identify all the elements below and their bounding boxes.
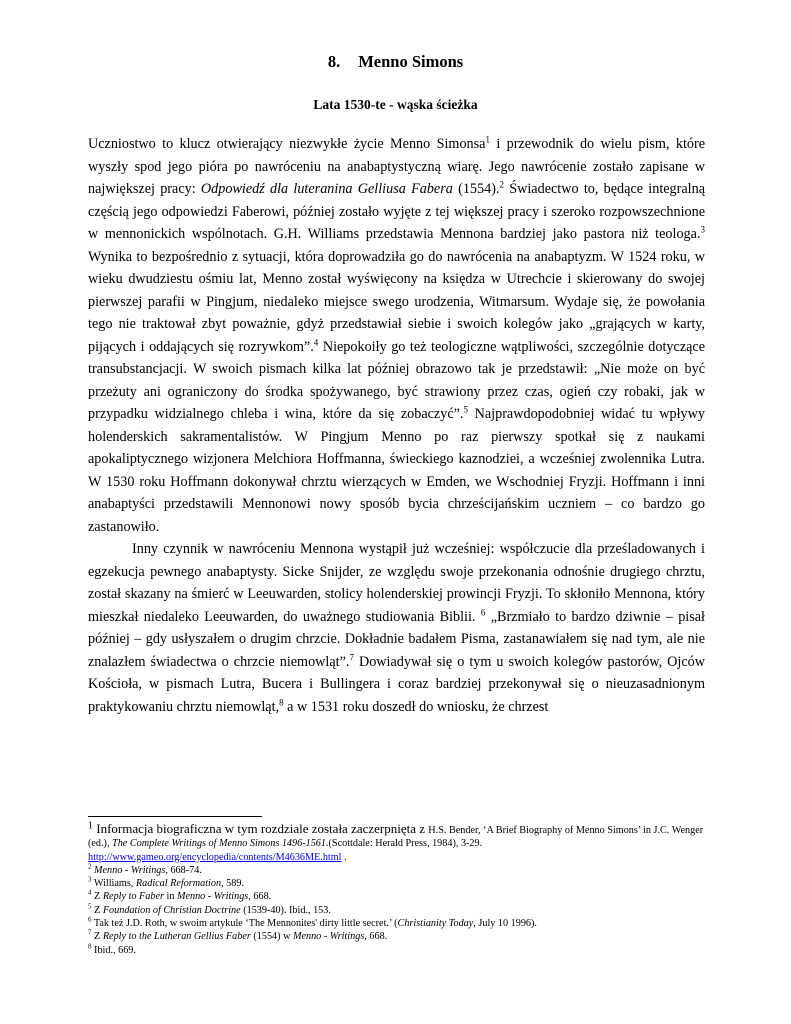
footnote-number: 4 — [88, 889, 92, 898]
p1-work-title: Odpowiedź dla luteranina Gelliusa Fabera — [200, 181, 453, 197]
p1-text: Świadectwo to, będące integralną częścią jego odpowiedzi Faberowi, później zostało wyjęte z tej większej pracy i szeroko rozpowszechnione w mennonickich wspólnotach. G.H. Williams przedstawia Mennona bardziej jako pastora niż teologa. — [88, 181, 706, 242]
footnote-6 — [88, 917, 708, 930]
footnotes — [88, 822, 708, 957]
chapter-name: Menno Simons — [358, 52, 464, 71]
footnote-work-title: Christianity Today — [397, 918, 474, 930]
footnote-number: 1 — [88, 820, 93, 832]
footnote-work-title: Menno - Writings, — [94, 864, 168, 876]
footnote-work-title: Reply to the Lutheran Gellius Faber — [102, 931, 251, 943]
footnote-text: Z — [91, 931, 103, 943]
footnote-ref-6[interactable]: 6 — [480, 606, 486, 617]
footnote-text: Informacja biograficzna w tym rozdziale została zaczerpnięta z — [93, 821, 429, 836]
p2-text: Dowiadywał się o tym u swoich kolegów pastorów, Ojców Kościoła, w pismach Lutra, Bucera i Bullingera i coraz bardziej przekonywał się o nieuzasadnionym praktykowaniu chrztu niemowląt, — [88, 653, 706, 715]
footnote-ref-8[interactable]: 8 — [279, 696, 284, 707]
p1-text: Najprawdopodobniej widać tu wpływy holenderskich sakramentalistów. W Pingjum Menno po raz pierwszy spotkał się z naukami apokaliptycznego wizjonera Melchiora Hoffmanna, świeckiego kaznodziei, a wcześniej zwolennika Lutra. W 1530 roku Hoffmann dokonywał chrztu wierzących w Emden, we Wschodniej Fryzji. Hoffmann i inni anabaptyści przedstawili Mennonowi nowy sposób bycia chrześcijańskim uczniem – co bardzo go zastanowiło. — [88, 406, 705, 535]
chapter-title — [0, 52, 791, 72]
footnote-text: Tak też J.D. Roth, w swoim artykule ‘The Mennonites' dirty little secret.’ ( — [91, 918, 398, 930]
p2-text: „Brzmiało to bardzo dziwnie – pisał później – gdy usłyszałem o drugim chrzcie. Dokładnie badałem Pisma, zastanawiałem się nad tym, ale nie znalazłem świadectwa o chrzcie niemowląt”. — [88, 608, 705, 670]
footnote-2 — [88, 864, 708, 877]
footnote-ref-7[interactable]: 7 — [349, 651, 354, 662]
footnote-number: 8 — [88, 942, 92, 951]
footnote-number: 2 — [88, 862, 92, 871]
footnote-text: 668. — [250, 891, 272, 903]
footnote-work-title: Radical Reformation — [135, 878, 222, 890]
footnote-3 — [88, 877, 708, 890]
paragraph-2 — [88, 538, 705, 718]
footnote-text: Ibid., 669. — [91, 944, 136, 956]
footnote-work-title: The Complete Writings of Menno Simons 1496-1561. — [112, 838, 329, 850]
footnote-text: 668. — [366, 931, 388, 943]
footnote-text: Z — [91, 891, 103, 903]
footnote-work-title: Menno - Writings, — [176, 891, 251, 903]
section-title: Lata 1530-te - wąska ścieżka — [313, 97, 478, 112]
footnote-link[interactable]: http://www.gameo.org/encyclopedia/contents/M4636ME.html — [88, 851, 342, 863]
footnote-work-title: Menno - Writings, — [292, 931, 367, 943]
footnote-text: Z — [91, 904, 103, 916]
footnote-7 — [88, 930, 708, 943]
footnote-text: (Scottdale: Herald Press, 1984), 3-29. — [328, 838, 483, 850]
p1-text: (1554). — [452, 181, 500, 197]
p1-text: Uczniostwo to klucz otwierający niezwykłe życie Menno Simonsa — [88, 136, 486, 152]
p2-text: Inny czynnik w nawróceniu Mennona wystąpił już wcześniej: współczucie dla prześladowanych i egzekucja pewnego anabaptysty. Sicke Snijder, ze względu swoje przekonania odnośnie drugiego chrztu, został skazany na śmierć w Leeuwarden, stolicy holenderskiej prowincji Fryzji. To skłoniło Mennona, który mieszkał niedaleko Leeuwarden, do uważnego studiowania Biblii. — [88, 541, 705, 625]
footnote-ref-2[interactable]: 2 — [499, 179, 504, 190]
footnote-ref-3[interactable]: 3 — [700, 224, 705, 235]
footnote-5 — [88, 904, 708, 917]
footnote-4 — [88, 890, 708, 903]
footnote-work-title: Reply to Faber — [102, 891, 164, 903]
footnote-text: Williams, — [91, 878, 136, 890]
paragraph-1 — [88, 133, 705, 538]
footnote-text: 668-74. — [167, 864, 202, 876]
p1-text: Wynika to bezpośrednio z sytuacji, która doprowadziła go do nawrócenia na anabaptyzm. W 1524 roku, w wieku dwudziestu ośmiu lat, Menno został wyświęcony na księdza w Utrechcie i skierowany do swojej pierwszej parafii w Pingjum, niedaleko miejsce swego urodzenia, Witmarsum. Wydaje się, że powołania tego nie traktował zbyt poważnie, gdyż przedstawiał siebie i swoich kolegów jako „grających w karty, pijących i oddających się rozrywkom”. — [88, 248, 705, 355]
footnote-text: (1554) w — [250, 931, 293, 943]
footnote-work-title: Foundation of Christian Doctrine — [102, 904, 241, 916]
footnote-ref-5[interactable]: 5 — [463, 404, 468, 415]
footnote-separator — [88, 816, 262, 817]
footnote-ref-4[interactable]: 4 — [313, 336, 319, 347]
body-text — [88, 133, 705, 718]
footnote-text: (1539-40). Ibid., 153. — [240, 904, 331, 916]
chapter-number: 8. — [327, 52, 341, 71]
footnote-text: , July 10 1996). — [473, 918, 537, 930]
p1-text: i przewodnik do wielu pism, które wyszły spod jego pióra po nawróceniu na anabaptystyczną wiarę. Jego nawrócenie zostało zapisane w największej pracy: — [88, 136, 705, 197]
footnote-text: , 589. — [221, 878, 244, 890]
p1-text: Niepokoiły go też teologiczne wątpliwości, szczególnie dotyczące transubstancjacji. W swoich pismach kilka lat później obrazowo tak je przedstawił: „Nie może on być przeżuty ani ograniczony do środka spożywanego, być strawiony przez czas, ogień czy robaki, jak w przypadku widzialnego chleba i wina, które da się zobaczyć”. — [88, 338, 706, 422]
footnote-text: . — [341, 851, 347, 863]
footnote-text: in — [163, 891, 177, 903]
footnote-1 — [88, 822, 708, 864]
footnote-ref-1[interactable]: 1 — [485, 134, 490, 145]
footnote-number: 5 — [88, 902, 92, 911]
footnote-number: 7 — [88, 928, 92, 937]
footnote-text: H.S. Bender, ‘A Brief Biography of Menno Simons’ in J.C. Wenger (ed.), — [88, 825, 704, 850]
footnote-number: 3 — [88, 875, 92, 884]
footnote-8 — [88, 944, 708, 957]
p2-text: a w 1531 roku doszedł do wniosku, że chrzest — [283, 698, 549, 715]
footnote-number: 6 — [88, 915, 92, 924]
